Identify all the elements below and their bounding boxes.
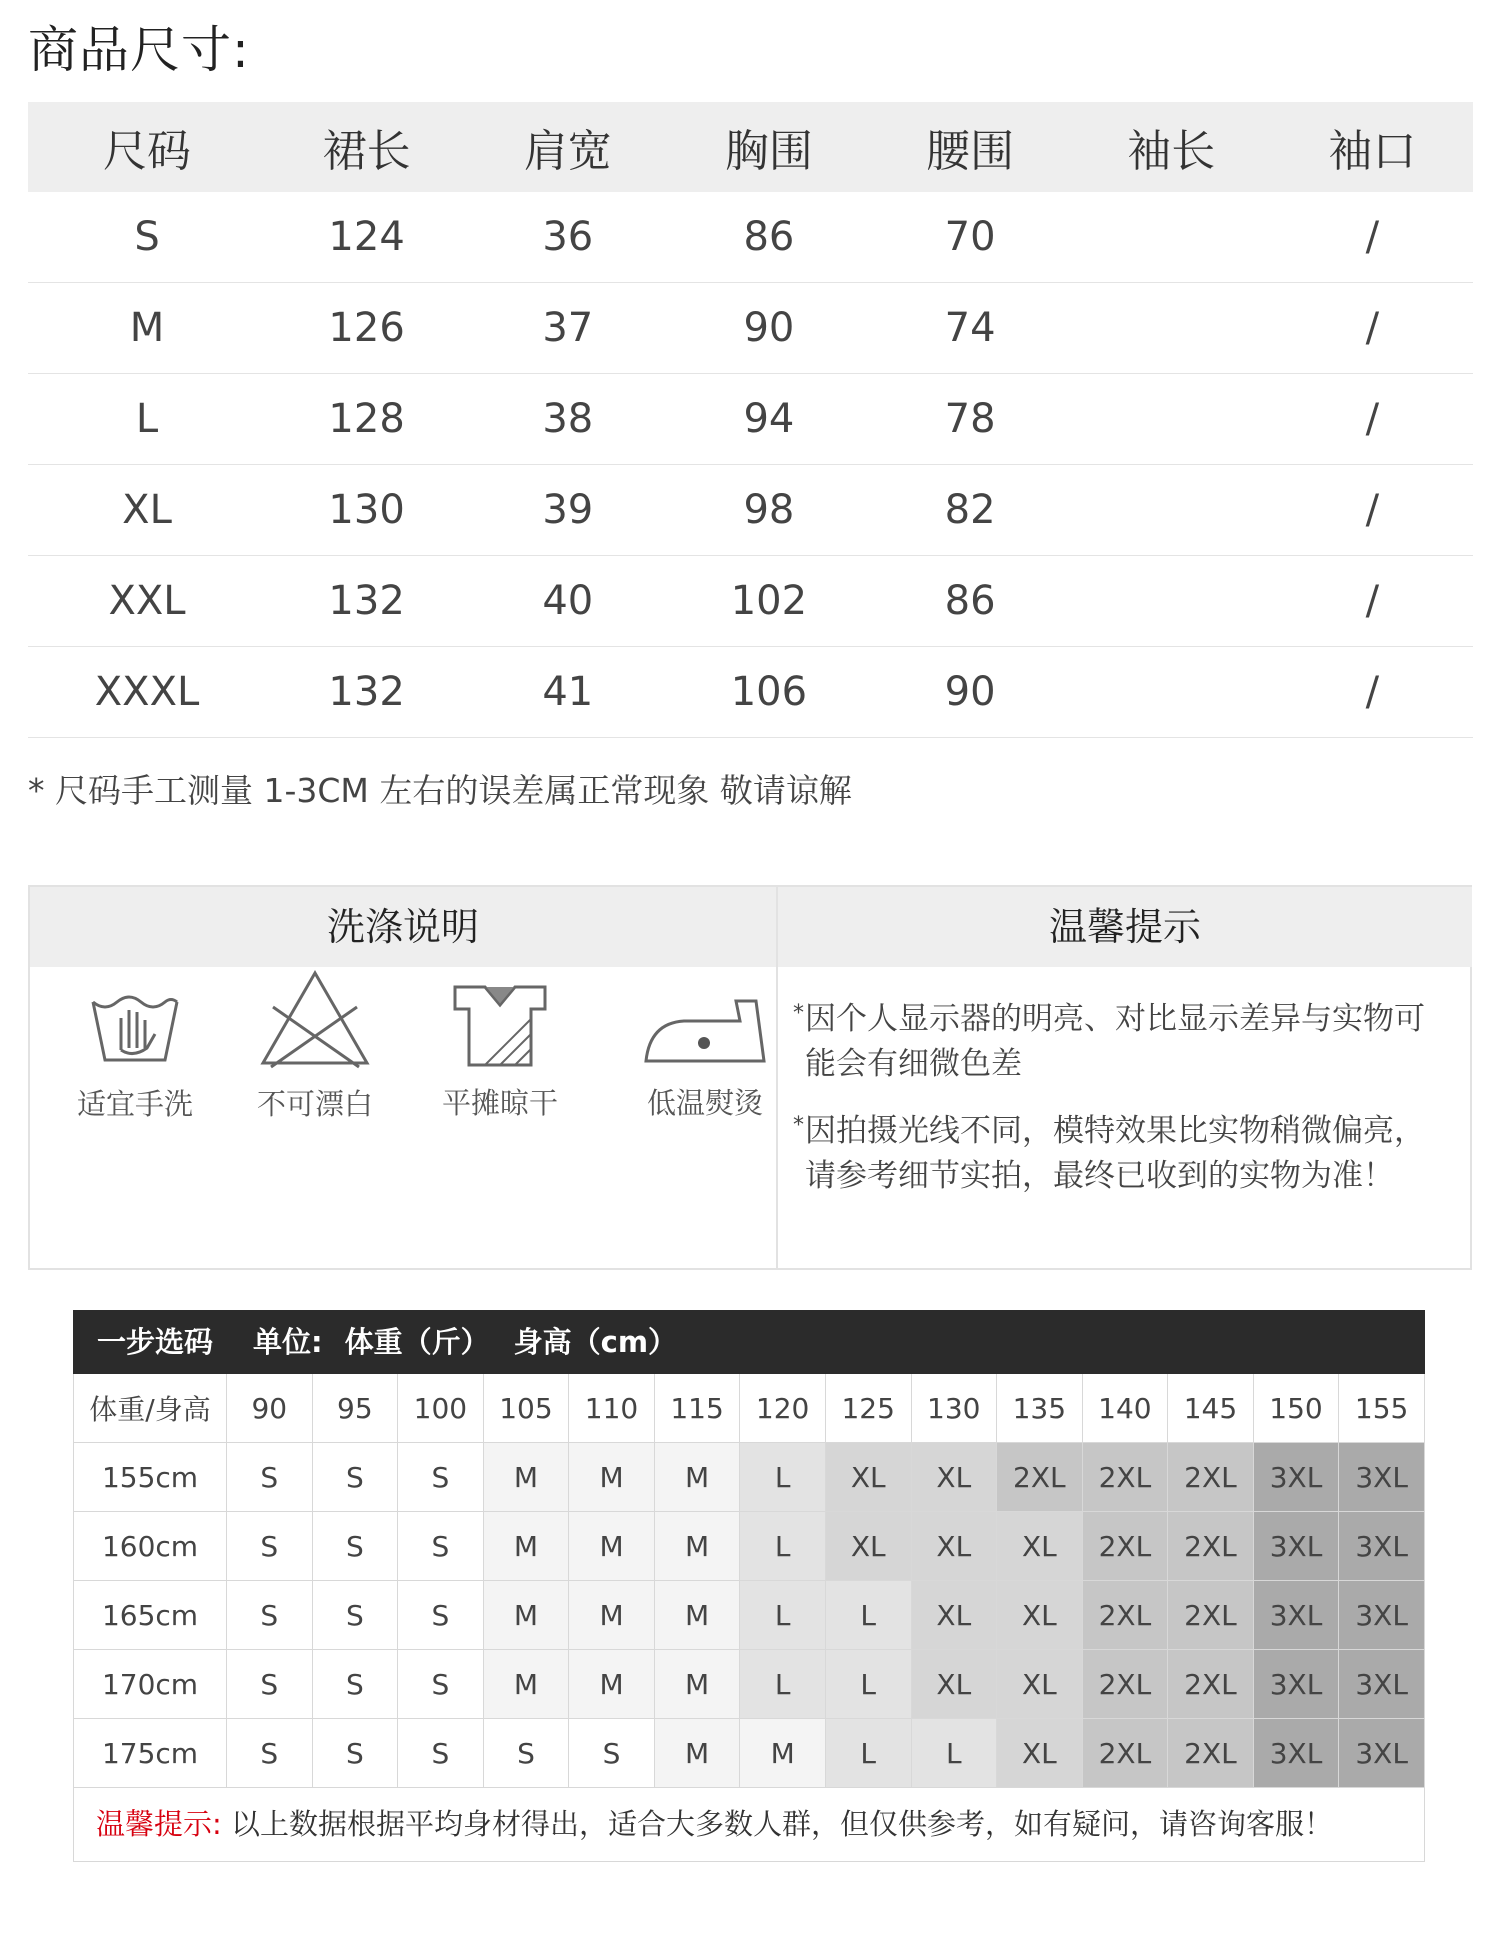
size-row [28,192,1473,283]
size-recommendation: S [312,1443,398,1512]
size-recommendation: S [398,1719,484,1788]
selector-title: 一步选码 [97,1325,214,1359]
size-cell: 70 [870,192,1071,283]
size-recommendation: XL [825,1443,911,1512]
size-cell: / [1272,465,1473,556]
size-row [28,283,1473,374]
height-label: 175cm [74,1719,227,1788]
size-cell: 102 [668,556,869,647]
size-recommendation: 2XL [1168,1443,1254,1512]
flat-dry-label: 平摊晾干 [441,1086,558,1120]
size-cell: 90 [668,283,869,374]
weight-header: 145 [1168,1374,1254,1443]
size-cell: L [28,374,266,465]
size-cell: XXXL [28,647,266,738]
height-label: 170cm [74,1650,227,1719]
size-recommendation: 3XL [1253,1443,1339,1512]
weight-header: 155 [1339,1374,1425,1443]
size-cell: 38 [467,374,668,465]
size-cell [1071,374,1272,465]
low-iron-icon [640,987,770,1071]
size-recommendation: 2XL [1168,1650,1254,1719]
weight-header: 125 [825,1374,911,1443]
height-label: 160cm [74,1512,227,1581]
size-recommendation: 2XL [1082,1650,1168,1719]
wash-instructions-title: 洗涤说明 [30,887,776,967]
weight-header: 105 [483,1374,569,1443]
selector-footer [73,1788,1425,1862]
size-recommendation: XL [997,1512,1083,1581]
size-recommendation: S [312,1512,398,1581]
selector-header [73,1310,1425,1374]
size-selector-grid [73,1374,1425,1788]
column-header: 尺码 [28,102,266,192]
size-cell: M [28,283,266,374]
size-recommendation: S [398,1443,484,1512]
height-label: 155cm [74,1443,227,1512]
size-recommendation: M [569,1581,655,1650]
flat-dry-item [415,979,585,1122]
size-cell: XL [28,465,266,556]
height-row [74,1719,1425,1788]
hand-wash-item [50,982,220,1123]
size-cell: 86 [668,192,869,283]
size-recommendation: M [569,1650,655,1719]
size-recommendation: M [569,1512,655,1581]
height-row [74,1512,1425,1581]
size-recommendation: 3XL [1253,1719,1339,1788]
size-recommendation: 3XL [1339,1650,1425,1719]
height-row [74,1443,1425,1512]
size-recommendation: 3XL [1339,1719,1425,1788]
size-recommendation: M [654,1443,740,1512]
size-recommendation: L [740,1443,826,1512]
page-title: 商品尺寸: [28,21,250,79]
size-recommendation: 2XL [1168,1581,1254,1650]
size-recommendation: XL [911,1512,997,1581]
size-recommendation: S [227,1512,313,1581]
measurement-note: * 尺码手工测量 1-3CM 左右的误差属正常现象 敬请谅解 [28,771,852,810]
size-recommendation: 2XL [997,1443,1083,1512]
weight-header: 90 [227,1374,313,1443]
weight-header: 150 [1253,1374,1339,1443]
size-cell: 132 [266,647,467,738]
footer-label: 温馨提示: [96,1807,222,1841]
size-cell: 74 [870,283,1071,374]
bullet-icon: * [793,1113,804,1138]
size-cell [1071,647,1272,738]
size-recommendation: S [398,1650,484,1719]
weight-header: 140 [1082,1374,1168,1443]
size-recommendation: 3XL [1339,1443,1425,1512]
height-row [74,1581,1425,1650]
weight-header: 120 [740,1374,826,1443]
size-cell: 132 [266,556,467,647]
size-recommendation: L [740,1512,826,1581]
no-bleach-label: 不可漂白 [256,1087,373,1121]
size-row [28,374,1473,465]
size-cell: 86 [870,556,1071,647]
size-recommendation: 2XL [1082,1443,1168,1512]
footer-text: 以上数据根据平均身材得出，适合大多数人群，但仅供参考，如有疑问，请咨询客服！ [231,1807,1334,1841]
size-cell: S [28,192,266,283]
size-recommendation: M [740,1719,826,1788]
size-recommendation: S [398,1512,484,1581]
size-recommendation: M [483,1650,569,1719]
size-recommendation: S [312,1650,398,1719]
size-recommendation: S [227,1581,313,1650]
column-header: 肩宽 [467,102,668,192]
size-cell: / [1272,374,1473,465]
size-cell: 41 [467,647,668,738]
size-cell: 78 [870,374,1071,465]
size-recommendation: S [398,1581,484,1650]
size-recommendation: L [825,1581,911,1650]
column-header: 袖口 [1272,102,1473,192]
size-recommendation: 3XL [1253,1650,1339,1719]
size-recommendation: M [654,1581,740,1650]
size-cell [1071,283,1272,374]
size-cell: 40 [467,556,668,647]
size-recommendation: 3XL [1253,1512,1339,1581]
size-recommendation: 3XL [1339,1512,1425,1581]
size-cell: 94 [668,374,869,465]
size-recommendation: M [483,1443,569,1512]
size-recommendation: XL [997,1719,1083,1788]
size-cell: 82 [870,465,1071,556]
flat-dry-icon [445,979,555,1071]
size-recommendation: S [227,1443,313,1512]
size-recommendation: 2XL [1168,1512,1254,1581]
column-header: 裙长 [266,102,467,192]
column-header: 腰围 [870,102,1071,192]
weight-header: 130 [911,1374,997,1443]
tip-item [793,1109,1445,1199]
size-recommendation: XL [911,1581,997,1650]
size-recommendation: XL [997,1581,1083,1650]
size-recommendation: L [825,1650,911,1719]
size-cell [1071,556,1272,647]
column-header: 胸围 [668,102,869,192]
size-recommendation: 2XL [1082,1719,1168,1788]
size-cell: / [1272,556,1473,647]
weight-header: 135 [997,1374,1083,1443]
size-cell: 106 [668,647,869,738]
size-table-header [28,102,1473,192]
low-iron-item [620,987,790,1122]
size-recommendation: S [227,1650,313,1719]
size-recommendation: L [911,1719,997,1788]
size-recommendation: XL [825,1512,911,1581]
tips-title: 温馨提示 [778,887,1472,967]
size-recommendation: M [483,1512,569,1581]
size-recommendation: M [654,1719,740,1788]
corner-label: 体重/身高 [74,1374,227,1443]
size-recommendation: S [483,1719,569,1788]
tip-text: 因拍摄光线不同，模特效果比实物稍微偏亮，请参考细节实拍，最终已收到的实物为准！ [805,1113,1425,1194]
size-cell: 36 [467,192,668,283]
column-header: 袖长 [1071,102,1272,192]
size-cell: 130 [266,465,467,556]
size-cell: / [1272,283,1473,374]
size-cell: 39 [467,465,668,556]
size-cell: / [1272,192,1473,283]
size-recommendation: L [740,1650,826,1719]
size-recommendation: M [654,1650,740,1719]
size-row [28,465,1473,556]
size-recommendation: M [654,1512,740,1581]
size-cell: 128 [266,374,467,465]
size-row [28,556,1473,647]
size-cell [1071,465,1272,556]
height-unit: 身高（cm） [513,1325,678,1359]
height-row [74,1650,1425,1719]
weight-header: 95 [312,1374,398,1443]
size-cell: 37 [467,283,668,374]
size-recommendation: 3XL [1339,1581,1425,1650]
weight-header-row [74,1374,1425,1443]
size-selector [73,1310,1425,1862]
size-cell: 126 [266,283,467,374]
tip-text: 因个人显示器的明亮、对比显示差异与实物可能会有细微色差 [805,1001,1425,1082]
weight-header: 100 [398,1374,484,1443]
height-label: 165cm [74,1581,227,1650]
bullet-icon: * [793,1001,804,1026]
no-bleach-item [230,967,400,1123]
size-cell [1071,192,1272,283]
size-recommendation: S [227,1719,313,1788]
size-recommendation: M [483,1581,569,1650]
size-recommendation: S [312,1719,398,1788]
size-table [28,102,1473,738]
size-recommendation: S [569,1719,655,1788]
tip-item [793,997,1445,1087]
no-bleach-icon [255,967,375,1072]
size-cell: / [1272,647,1473,738]
size-recommendation: XL [997,1650,1083,1719]
size-recommendation: M [569,1443,655,1512]
unit-label: 单位: [253,1325,323,1359]
size-recommendation: XL [911,1650,997,1719]
size-recommendation: 2XL [1082,1581,1168,1650]
size-recommendation: 2XL [1168,1719,1254,1788]
weight-header: 115 [654,1374,740,1443]
size-cell: 98 [668,465,869,556]
size-cell: 90 [870,647,1071,738]
weight-unit: 体重（斤） [344,1325,490,1359]
size-recommendation: 2XL [1082,1512,1168,1581]
size-recommendation: L [740,1581,826,1650]
hand-wash-icon [85,982,185,1072]
size-cell: XXL [28,556,266,647]
size-recommendation: 3XL [1253,1581,1339,1650]
low-iron-label: 低温熨烫 [646,1086,763,1120]
size-recommendation: L [825,1719,911,1788]
hand-wash-label: 适宜手洗 [76,1087,193,1121]
care-panel [28,885,1472,1270]
weight-header: 110 [569,1374,655,1443]
size-recommendation: S [312,1581,398,1650]
size-row [28,647,1473,738]
size-recommendation: XL [911,1443,997,1512]
size-cell: 124 [266,192,467,283]
